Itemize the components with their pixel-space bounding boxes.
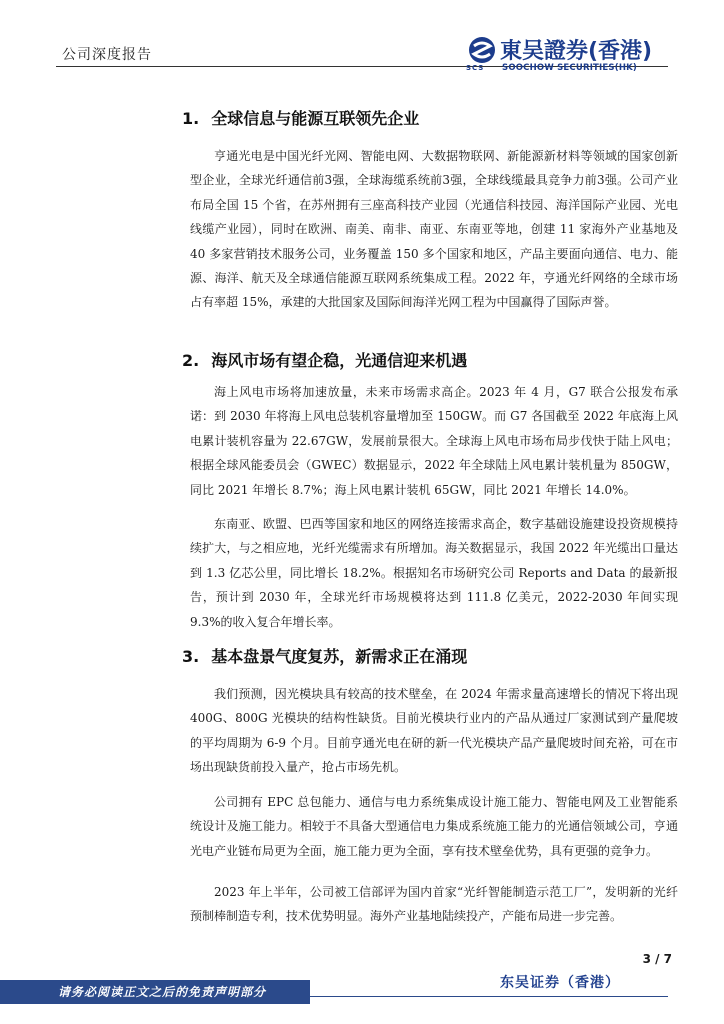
section-number: 1. [182, 109, 200, 128]
page-number: 3 / 7 [642, 952, 672, 966]
disclaimer-notice: 请务必阅读正文之后的免责声明部分 [58, 985, 267, 999]
section-3-heading [182, 644, 467, 667]
section-2-heading [182, 348, 467, 371]
section-number: 2. [182, 351, 200, 370]
report-type-label: 公司深度报告 [62, 47, 152, 63]
section-title: 全球信息与能源互联领先企业 [211, 109, 420, 128]
section-title: 基本盘景气度复苏，新需求正在涌现 [211, 647, 468, 666]
section-2-paragraph-2: 东南亚、欧盟、巴西等国家和地区的网络连接需求高企，数字基础设施建设投资规模持续扩大，与之相应地，光纤光缆需求有所增加。海关数据显示，我国 2022 年光缆出口量达到 1.3 亿芯公里，同比增长 18.2%。根据知名市场研究公司 Reports and Data 的最新报告，预计到 2030 年，全球光纤市场规模将达到 111.8 亿美元，2022-2030 年间实现 9.3%的收入复合年增长率。 [190, 517, 678, 629]
logo-english-name: SOOCHOW SECURITIES(HK) [502, 63, 638, 73]
footer-brand: 东吴证券（香港） [500, 975, 620, 991]
section-title: 海风市场有望企稳，光通信迎来机遇 [211, 351, 468, 370]
section-3-paragraph-2: 公司拥有 EPC 总包能力、通信与电力系统集成设计施工能力、智能电网及工业智能系统设计及施工能力。相较于不具备大型通信电力集成系统施工能力的光通信领域公司，亨通光电产业链布局更为全面，施工能力更为全面，享有技术壁垒优势，具有更强的竞争力。 [190, 795, 678, 858]
section-1-paragraph-1: 亨通光电是中国光纤光网、智能电网、大数据物联网、新能源新材料等领域的国家创新型企业，全球光纤通信前3强，全球海缆系统前3强，全球线缆最具竞争力前3强。公司产业布局全国 15 个省，在苏州拥有三座高科技产业园（光通信科技园、海洋国际产业园、光电线缆产业园），同时在欧洲、南美、南非、南亚、东南亚等地，创建 11 家海外产业基地及 40 多家营销技术服务公司，业务覆盖 150 多个国家和地区，产品主要面向通信、电力、能源、海洋、航天及全球通信能源互联网系统集成工程。2022 年，亨通光纤网络的全球市场占有率超 15%，承建的大批国家及国际间海洋光网工程为中国赢得了国际声誉。 [190, 149, 678, 310]
section-2-paragraph-1: 海上风电市场将加速放量，未来市场需求高企。2023 年 4 月，G7 联合公报发布承诺：到 2030 年将海上风电总装机容量增加至 150GW。而 G7 各国截至 2022 年底海上风电累计装机容量为 22.67GW，发展前景很大。全球海上风电市场布局步伐快于陆上风电；根据全球风能委员会（GWEC）数据显示，2022 年全球陆上风电累计装机量为 850GW，同比 2021 年增长 8.7%；海上风电累计装机 65GW，同比 2021 年增长 14.0%。 [190, 385, 678, 497]
logo-abbr: SCS [466, 64, 485, 72]
logo-chinese-name: 東吴證券(香港) [500, 39, 653, 64]
section-1-heading [182, 106, 419, 129]
section-3-paragraph-3: 2023 年上半年，公司被工信部评为国内首家“光纤智能制造示范工厂”，发明新的光纤预制棒制造专利，技术优势明显。海外产业基地陆续投产，产能布局进一步完善。 [190, 885, 678, 924]
section-3-paragraph-1: 我们预测，因光模块具有较高的技术壁垒，在 2024 年需求量高速增长的情况下将出现 400G、800G 光模块的结构性缺货。目前光模块行业内的产品从通过厂家测试到产量爬坡的平均周期为 6-9 个月。目前亨通光电在研的新一代光模块产品产量爬坡时间充裕，可在市场出现缺货前投入量产，抢占市场先机。 [190, 687, 678, 775]
section-number: 3. [182, 647, 200, 666]
footer-divider [310, 996, 668, 997]
company-logo [466, 36, 666, 76]
